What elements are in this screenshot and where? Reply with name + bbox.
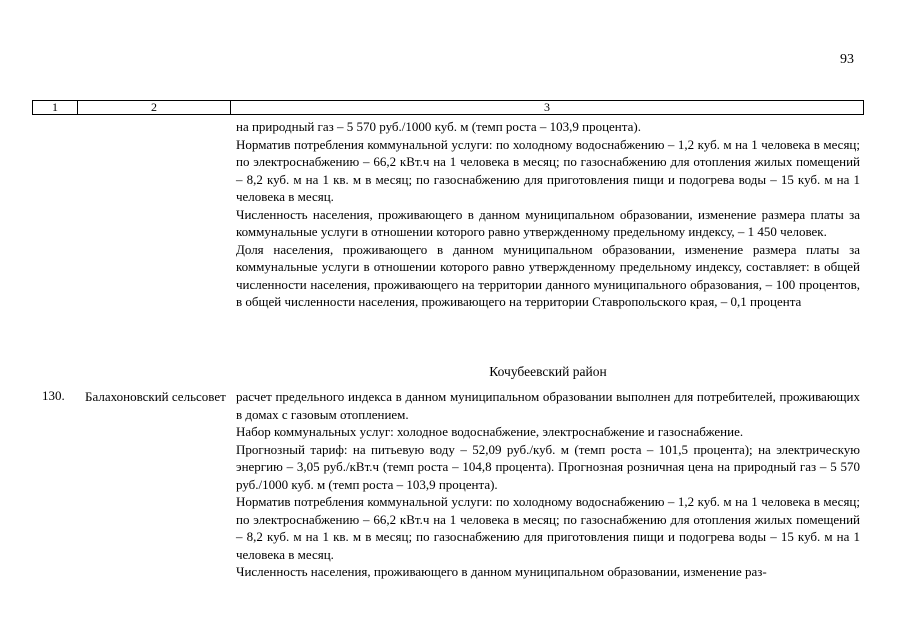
paragraph: Норматив потребления коммунальной услуги: по холодному водоснабжению – 1,2 куб. м на 1 человека в месяц; по электроснабжению – 66,2 кВт.ч на 1 человека в месяц; по газоснабжению для отопления жилых помещений – 8,2 куб. м на 1 кв. м в месяц; по газоснабжению для приготовления пищи и подогрева воды – 15 куб. м на 1 человека в месяц. [236,494,860,562]
paragraph: Численность населения, проживающего в данном муниципальном образовании, изменение размера платы за коммунальные услуги в отношении которого равно утвержденному предельному индексу, – 1 450 человек. [236,206,860,239]
header-col-3: 3 [544,100,550,114]
header-col-1: 1 [33,101,78,114]
continued-text-block [236,118,860,311]
paragraph: Набор коммунальных услуг: холодное водоснабжение, электроснабжение и газоснабжение. [236,424,744,439]
paragraph: расчет предельного индекса в данном муниципальном образовании выполнен для потребителей, проживающих в домах с газовым отоплением. [236,389,860,422]
table-header-row [32,100,864,115]
paragraph: Численность населения, проживающего в данном муниципальном образовании, изменение раз- [236,564,767,579]
row-number: 130. [42,388,65,403]
paragraph: Норматив потребления коммунальной услуги: по холодному водоснабжению – 1,2 куб. м на 1 человека в месяц; по электроснабжению – 66,2 кВт.ч на 1 человека в месяц; по газоснабжению для отопления жилых помещений – 8,2 куб. м на 1 кв. м в месяц; по газоснабжению для приготовления пищи и подогрева воды – 15 куб. м на 1 человека в месяц. [236,136,860,204]
paragraph: Доля населения, проживающего в данном муниципальном образовании, изменение размера платы за коммунальные услуги в отношении которого равно утвержденному предельному индексу, составляет: в общей численности населения, проживающего на территории данного муниципального образования, – 100 процентов, в общей численности населения, проживающего на территории Ставропольского края, – 0,1 процента [236,241,860,309]
row-municipality-name: Балахоновский сельсовет [85,389,226,404]
paragraph: на природный газ – 5 570 руб./1000 куб. м (темп роста – 103,9 процента). [236,119,641,134]
section-title: Кочубеевский район [489,364,607,379]
row-text-block [236,388,860,581]
header-col-2: 2 [78,101,231,114]
paragraph: Прогнозный тариф: на питьевую воду – 52,09 руб./куб. м (темп роста – 101,5 процента); на электрическую энергию – 3,05 руб./кВт.ч (темп роста – 104,8 процента). Прогнозная розничная цена на природный газ – 5 570 руб./1000 куб. м (темп роста – 103,9 процента). [236,441,860,492]
page-number: 93 [840,52,854,67]
